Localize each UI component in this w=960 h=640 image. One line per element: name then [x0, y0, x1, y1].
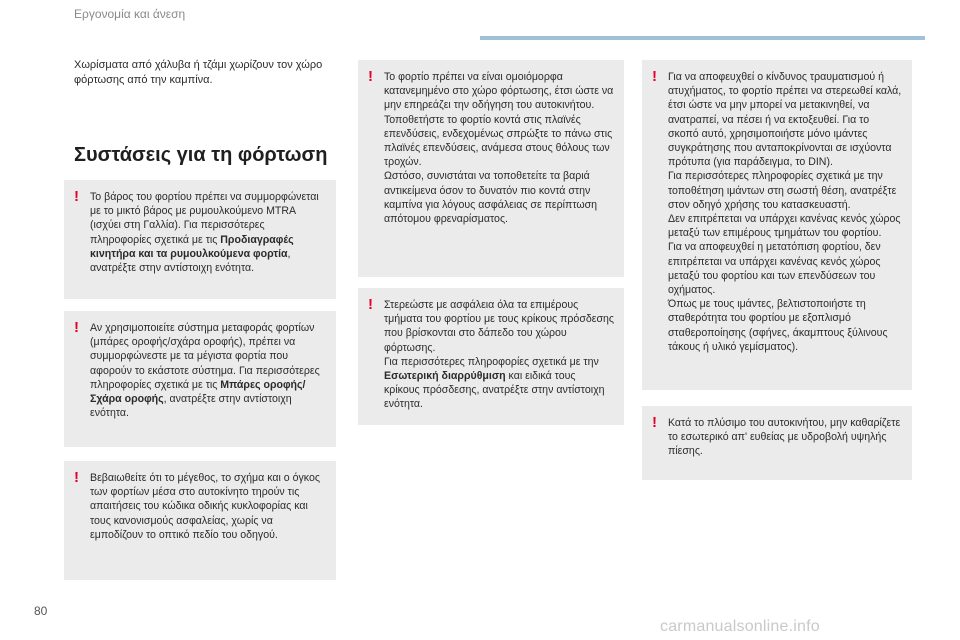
- watermark: carmanualsonline.info: [660, 618, 820, 635]
- note-link-text: Προδιαγραφές κινητήρα και τα ρυμουλκούμενα φορτία: [90, 233, 294, 260]
- note-link-text: Μπάρες οροφής/Σχάρα οροφής: [90, 378, 306, 406]
- note-text: Ωστόσο, συνιστάται να τοποθετείτε τα βαριά αντικείμενα όσον το δυνατόν πιο κοντά στην καμπίνα για λόγους ασφάλειας σε περίπτωση απότομου φρεναρίσματος.: [384, 170, 598, 226]
- note-text: Όπως με τους ιμάντες, βελτιστοποιήστε τη σταθερότητα του φορτίου με εξοπλισμό σταθεροποίησης (σφήνες, άκαμπτους ξύλινους τάκους ή υλικό γεμίσματος).: [668, 298, 888, 353]
- warning-mark-icon: !: [368, 68, 373, 85]
- note-roof-bars: [64, 311, 336, 447]
- warning-mark-icon: !: [368, 296, 373, 313]
- note-text: Για να αποφευχθεί ο κίνδυνος τραυματισμού ή ατυχήματος, το φορτίο πρέπει να στερεωθεί καλά, έτσι ώστε να μην μπορεί να μετακινηθεί, να ανατραπεί, να πέσει ή να εκτοξευθεί. Για το σκοπό αυτό, χρησιμοποιήστε μόνο ιμάντες συγκράτησης που ανταποκρίνονται σε ισχύοντα πρότυπα (για παράδειγμα, το DIN).: [668, 71, 902, 169]
- note-link-text: Εσωτερική διαρρύθμιση: [384, 370, 506, 383]
- note-text: Για να αποφευχθεί η μετατόπιση φορτίου, δεν επιτρέπεται να υπάρχει κανένας κενός χώρος μεταξύ του φορτίου και των επενδύσεων του οχήματος.: [668, 241, 881, 297]
- note-text: Βεβαιωθείτε ότι το μέγεθος, το σχήμα και ο όγκος των φορτίων μέσα στο αυτοκίνητο τηρούν τις απαιτήσεις του κώδικα οδικής κυκλοφορίας και τους κανονισμούς ασφαλείας, χωρίς να εμποδίζουν το οπτικό πεδίο του οδηγού.: [90, 472, 320, 541]
- intro-paragraph: Χωρίσματα από χάλυβα ή τζάμι χωρίζουν τον χώρο φόρτωσης από την καμπίνα.: [74, 59, 323, 86]
- note-text: Αν χρησιμοποιείτε σύστημα μεταφοράς φορτίων (μπάρες οροφής/σχάρα οροφής), πρέπει να συμμορφώνεστε με τα μέγιστα φορτία που αφορούν το εκάστοτε σύστημα. Για περισσότερες πληροφορίες σχετικά με τις Μπάρες οροφής/Σχάρα οροφής, ανατρέξτε στην αντίστοιχη ενότητα.: [90, 322, 320, 420]
- page-heading: Συστάσεις για τη φόρτωση: [74, 144, 328, 166]
- note-load-distribution: [358, 60, 624, 277]
- warning-mark-icon: !: [74, 469, 79, 486]
- note-washing: [642, 406, 912, 480]
- note-load-size: [64, 461, 336, 580]
- note-text: Το φορτίο πρέπει να είναι ομοιόμορφα κατανεμημένο στο χώρο φόρτωσης, έτσι ώστε να μην επηρεάζει την οδήγηση του αυτοκινήτου.: [384, 71, 614, 112]
- header-accent-bar: [480, 36, 925, 40]
- note-tie-down: [358, 288, 624, 425]
- note-text: Στερεώστε με ασφάλεια όλα τα επιμέρους τμήματα του φορτίου με τους κρίκους πρόσδεσης που βρίσκονται στο δάπεδο του χώρου φόρτωσης. Για περισσότερες πληροφορίες σχετικά με την Εσωτερική διαρρύθμιση και ειδικά τους κρίκους πρόσδεσης, ανατρέξτε στην αντίστοιχη ενότητα.: [384, 299, 615, 411]
- section-title: Εργονομία και άνεση: [74, 7, 186, 21]
- note-weight: [64, 180, 336, 299]
- note-text: Το βάρος του φορτίου πρέπει να συμμορφώνεται με το μικτό βάρος με ρυμουλκούμενο MTRA (ισχύει στη Γαλλία). Για περισσότερες πληροφορίες σχετικά με τις Προδιαγραφές κινητήρα και τα ρυμουλκούμενα φορτία, ανατρέξτε στην αντίστοιχη ενότητα.: [90, 191, 319, 275]
- note-text: Κατά το πλύσιμο του αυτοκινήτου, μην καθαρίζετε το εσωτερικό απ' ευθείας με υδροβολή υψηλής πίεσης.: [668, 417, 901, 458]
- note-text: Για περισσότερες πληροφορίες σχετικά με την τοποθέτηση ιμάντων στη σωστή θέση, ανατρέξτε στον οδηγό χρήσης του κατασκευαστή.: [668, 170, 897, 211]
- warning-mark-icon: !: [74, 319, 79, 336]
- note-text: Δεν επιτρέπεται να υπάρχει κανένας κενός χώρος μεταξύ των επιμέρους τμημάτων του φορτίου.: [668, 213, 901, 240]
- page-number: 80: [34, 604, 48, 618]
- warning-mark-icon: !: [652, 68, 657, 85]
- note-secure-load: [642, 60, 912, 390]
- warning-mark-icon: !: [652, 414, 657, 431]
- warning-mark-icon: !: [74, 188, 79, 205]
- note-text: Τοποθετήστε το φορτίο κοντά στις πλαϊνές επενδύσεις, ενδεχομένως σπρώξτε το πάνω στις πλαϊνές επενδύσεις, ανάμεσα στους θόλους των τροχών.: [384, 113, 613, 169]
